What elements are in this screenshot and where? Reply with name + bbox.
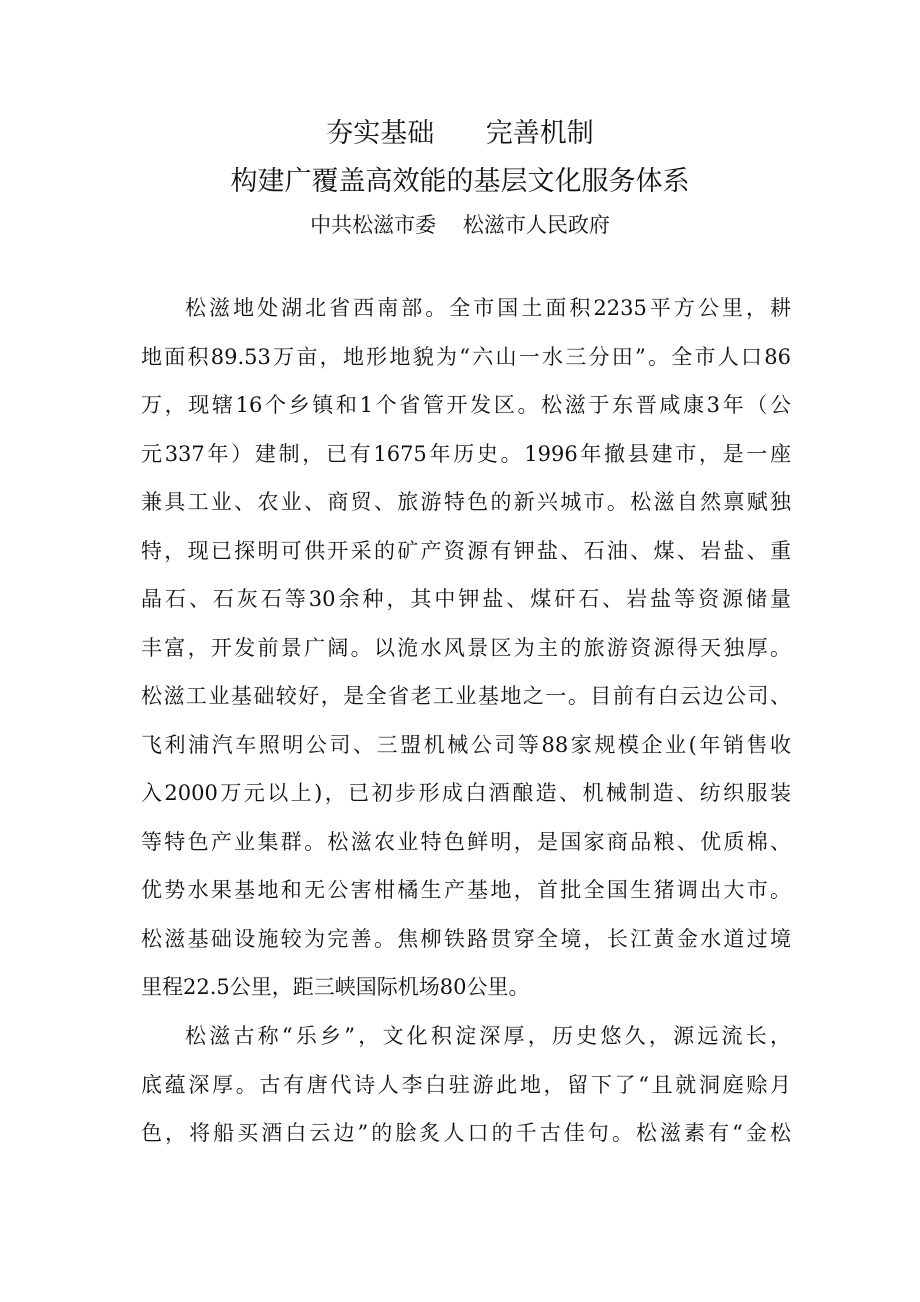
paragraph-2 [141, 1012, 791, 1158]
paragraph-1-line: 等特色产业集群。松滋农业特色鲜明，是国家商品粮、优质棉、 [141, 829, 791, 854]
paragraph-1-line: 地面积89.53万亩，地形地貌为“六山一水三分田”。全市人口86 [141, 344, 791, 369]
paragraph-1-line: 飞利浦汽车照明公司、三盟机械公司等88家规模企业(年销售收 [141, 732, 791, 757]
document-authors: 中共松滋市委 松滋市人民政府 [310, 213, 610, 237]
paragraph-2-line: 色，将船买酒白云边”的脍炙人口的千古佳句。松滋素有“金松 [141, 1121, 791, 1145]
paragraph-1-line: 松滋基础设施较为完善。焦柳铁路贯穿全境，长江黄金水道过境 [141, 926, 791, 951]
paragraph-1-line: 兼具工业、农业、商贸、旅游特色的新兴城市。松滋自然禀赋独 [141, 490, 791, 514]
paragraph-1-line: 松滋地处湖北省西南部。全市国土面积2235平方公里，耕 [185, 296, 791, 320]
paragraph-1-line: 丰富，开发前景广阔。以洈水风景区为主的旅游资源得天独厚。 [141, 635, 791, 660]
paragraph-1-line: 元337年）建制，已有1675年历史。1996年撤县建市，是一座 [141, 441, 791, 466]
paragraph-1 [141, 284, 791, 1012]
document-title-line-1: 夯实基础 完善机制 [326, 118, 594, 149]
paragraph-1-line: 特，现已探明可供开采的矿产资源有钾盐、石油、煤、岩盐、重 [141, 538, 791, 563]
paragraph-2-line: 松滋古称“乐乡”，文化积淀深厚，历史悠久，源远流长， [185, 1024, 791, 1048]
paragraph-1-line: 晶石、石灰石等30余种，其中钾盐、煤矸石、岩盐等资源储量 [141, 587, 791, 611]
paragraph-2-line: 底蕴深厚。古有唐代诗人李白驻游此地，留下了“且就洞庭赊月 [141, 1072, 791, 1097]
document-title-line-2: 构建广覆盖高效能的基层文化服务体系 [230, 166, 690, 197]
paragraph-1-line: 里程22.5公里，距三峡国际机场80公里。 [141, 975, 530, 999]
paragraph-1-line: 入2000万元以上)，已初步形成白酒酿造、机械制造、纺织服装 [141, 781, 791, 805]
paragraph-1-line: 优势水果基地和无公害柑橘生产基地，首批全国生猪调出大市。 [141, 878, 791, 902]
paragraph-1-line: 万，现辖16个乡镇和1个省管开发区。松滋于东晋咸康3年（公 [141, 393, 791, 417]
paragraph-1-line: 松滋工业基础较好，是全省老工业基地之一。目前有白云边公司、 [141, 684, 791, 708]
